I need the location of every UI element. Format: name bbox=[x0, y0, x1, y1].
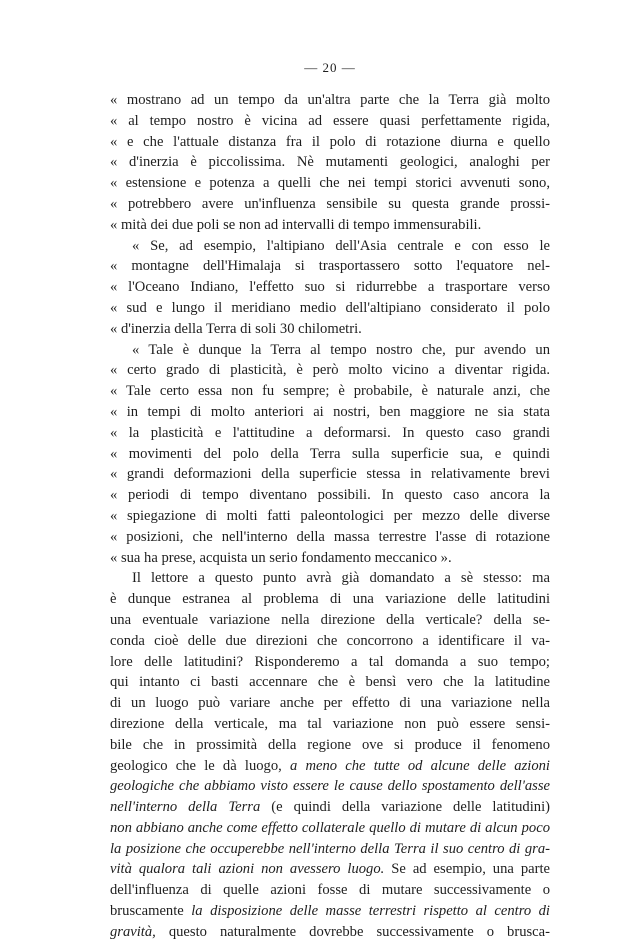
text-line bbox=[110, 776, 550, 797]
text-line bbox=[110, 818, 550, 839]
text-segment: questo naturalmente dovrebbe successivamente o brusca- bbox=[155, 923, 550, 940]
text-segment: « al tempo nostro è vicina ad essere quasi perfettamente rigida, bbox=[110, 112, 550, 129]
italic-text-segment: gravità, bbox=[110, 923, 156, 940]
text-line bbox=[110, 360, 550, 381]
text-segment: geologico che le dà luogo, bbox=[110, 757, 290, 774]
text-line bbox=[110, 402, 550, 423]
text-segment: « d'inerzia è piccolissima. Nè mutamenti geologici, analoghi per bbox=[110, 154, 550, 171]
text-segment: « posizioni, che nell'interno della massa terrestre l'asse di rotazione bbox=[110, 528, 550, 545]
text-line bbox=[110, 756, 550, 777]
text-segment: lore delle latitudini? Risponderemo a tal domanda a suo tempo; bbox=[110, 653, 550, 670]
text-segment: qui intanto ci basti accennare che è bensì vero che la latitudine bbox=[110, 674, 550, 691]
text-line bbox=[110, 298, 550, 319]
text-line bbox=[110, 444, 550, 465]
text-line bbox=[110, 568, 550, 589]
italic-text-segment: non abbiano anche come effetto collaterale quello di mutare di alcun poco bbox=[110, 819, 550, 836]
text-line bbox=[110, 132, 550, 153]
text-segment: di un luogo può variare anche per effetto di una variazione nella bbox=[110, 695, 550, 712]
text-segment: « potrebbero avere un'influenza sensibile su questa grande prossi- bbox=[110, 195, 550, 212]
text-line bbox=[110, 464, 550, 485]
text-segment: « sud e lungo il meridiano medio dell'altipiano considerato il polo bbox=[110, 299, 550, 316]
italic-text-segment: geologiche che abbiamo visto essere le cause dello spostamento dell'asse bbox=[110, 778, 550, 795]
text-line bbox=[110, 652, 550, 673]
text-line bbox=[110, 506, 550, 527]
body-text bbox=[110, 90, 550, 943]
text-line bbox=[110, 839, 550, 860]
text-segment: « spiegazione di molti fatti paleontologici per mezzo delle diverse bbox=[110, 507, 550, 524]
text-segment: « d'inerzia della Terra di soli 30 chilometri. bbox=[110, 320, 362, 337]
text-line bbox=[110, 215, 550, 236]
text-segment: « montagne dell'Himalaja si trasportassero sotto l'equatore nel- bbox=[110, 258, 550, 275]
text-segment: « Se, ad esempio, l'altipiano dell'Asia centrale e con esso le bbox=[132, 237, 550, 254]
text-segment: conda cioè delle due direzioni che concorrono a identificare il va- bbox=[110, 632, 550, 649]
text-segment: dell'influenza di quelle azioni fosse di mutare successivamente o bbox=[110, 882, 550, 899]
text-line bbox=[110, 901, 550, 922]
italic-text-segment: a meno che tutte od alcune delle azioni bbox=[289, 757, 550, 774]
text-line bbox=[110, 277, 550, 298]
text-line bbox=[110, 693, 550, 714]
text-segment: Il lettore a questo punto avrà già domandato a sè stesso: ma bbox=[132, 570, 550, 587]
italic-text-segment: la disposizione delle masse terrestri rispetto al centro di bbox=[191, 903, 550, 920]
text-line bbox=[110, 381, 550, 402]
text-line bbox=[110, 152, 550, 173]
text-segment: « movimenti del polo della Terra sulla superficie sua, e quindi bbox=[110, 445, 550, 462]
text-segment: Se ad esempio, una parte bbox=[384, 861, 550, 878]
text-segment: è dunque estranea al problema di una variazione delle latitudini bbox=[110, 591, 550, 608]
text-segment: « grandi deformazioni della superficie stessa in relativamente brevi bbox=[110, 466, 550, 483]
text-segment: (e quindi della variazione delle latitudini) bbox=[260, 799, 550, 816]
text-line bbox=[110, 735, 550, 756]
text-line bbox=[110, 631, 550, 652]
text-line bbox=[110, 548, 550, 569]
text-line bbox=[110, 922, 550, 943]
text-line bbox=[110, 340, 550, 361]
text-segment: una eventuale variazione nella direzione della verticale? della se- bbox=[110, 611, 550, 628]
text-segment: « e che l'attuale distanza fra il polo di rotazione diurna e quello bbox=[110, 133, 550, 150]
text-segment: « estensione e potenza a quelli che nei tempi storici avvenuti sono, bbox=[110, 175, 550, 192]
text-line bbox=[110, 714, 550, 735]
text-line bbox=[110, 173, 550, 194]
text-segment: « Tale è dunque la Terra al tempo nostro che, pur avendo un bbox=[132, 341, 550, 358]
italic-text-segment: vità qualora tali azioni non avessero luogo. bbox=[110, 861, 385, 878]
text-line bbox=[110, 423, 550, 444]
text-segment: « mità dei due poli se non ad intervalli di tempo immensurabili. bbox=[110, 216, 482, 233]
text-line bbox=[110, 111, 550, 132]
text-line bbox=[110, 527, 550, 548]
text-line bbox=[110, 859, 550, 880]
text-line bbox=[110, 880, 550, 901]
text-segment: « certo grado di plasticità, è però molto vicino a diventar rigida. bbox=[110, 362, 550, 379]
text-segment: « in tempi di molto anteriori ai nostri, ben maggiore ne sia stata bbox=[110, 403, 550, 420]
text-line bbox=[110, 610, 550, 631]
italic-text-segment: la posizione che occuperebbe nell'interno della Terra il suo centro di gra- bbox=[110, 840, 550, 857]
text-segment: direzione della verticale, ma tal variazione non può essere sensi- bbox=[110, 715, 550, 732]
text-segment: « periodi di tempo diventano possibili. In questo caso ancora la bbox=[110, 487, 550, 504]
text-line bbox=[110, 194, 550, 215]
text-line bbox=[110, 589, 550, 610]
text-segment: « la plasticità e l'attitudine a deformarsi. In questo caso grandi bbox=[110, 424, 550, 441]
text-segment: « l'Oceano Indiano, l'effetto suo si ridurrebbe a trasportare verso bbox=[110, 279, 550, 296]
text-line bbox=[110, 672, 550, 693]
text-segment: bruscamente bbox=[110, 903, 192, 920]
text-segment: « mostrano ad un tempo da un'altra parte che la Terra già molto bbox=[110, 92, 550, 108]
italic-text-segment: nell'interno della Terra bbox=[110, 799, 261, 816]
text-line bbox=[110, 236, 550, 257]
text-line bbox=[110, 319, 550, 340]
text-segment: bile che in prossimità della regione ove si produce il fenomeno bbox=[110, 736, 550, 753]
text-line bbox=[110, 485, 550, 506]
text-line bbox=[110, 90, 550, 111]
text-line bbox=[110, 797, 550, 818]
page-number: — 20 — bbox=[304, 60, 356, 75]
text-line bbox=[110, 256, 550, 277]
text-segment: « Tale certo essa non fu sempre; è probabile, è naturale anzi, che bbox=[110, 383, 550, 400]
text-segment: « sua ha prese, acquista un serio fondamento meccanico ». bbox=[110, 549, 452, 566]
